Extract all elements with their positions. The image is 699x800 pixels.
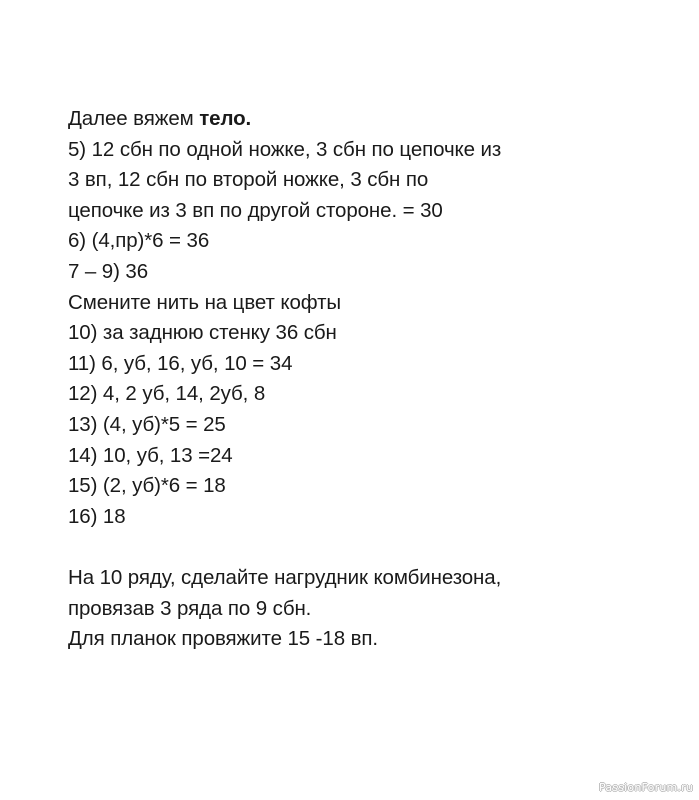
crochet-pattern-document [68, 104, 688, 655]
pattern-row: 10) за заднюю стенку 36 сбн [68, 321, 337, 345]
pattern-row: 16) 18 [68, 504, 126, 528]
pattern-row: 6) (4,пр)*6 = 36 [68, 229, 210, 253]
pattern-row: 11) 6, уб, 16, уб, 10 = 34 [68, 351, 293, 375]
note-line: Для планок провяжите 15 -18 вп. [68, 627, 378, 651]
section-heading [68, 104, 688, 135]
note-line: На 10 ряду, сделайте нагрудник комбинезона, [68, 565, 502, 589]
pattern-row: 3 вп, 12 сбн по второй ножке, 3 сбн по [68, 168, 429, 192]
pattern-row: цепочке из 3 вп по другой стороне. = 30 [68, 198, 443, 222]
pattern-row: 13) (4, уб)*5 = 25 [68, 412, 226, 436]
site-watermark: PassionForum.ru [599, 781, 693, 794]
pattern-row: 15) (2, уб)*6 = 18 [68, 474, 226, 498]
pattern-row: Смените нить на цвет кофты [68, 290, 342, 314]
pattern-row: 12) 4, 2 уб, 14, 2уб, 8 [68, 382, 266, 406]
pattern-row: 7 – 9) 36 [68, 259, 149, 283]
pattern-row: 14) 10, уб, 13 =24 [68, 443, 233, 467]
pattern-row: 5) 12 сбн по одной ножке, 3 сбн по цепочке из [68, 137, 502, 161]
paragraph-gap [68, 532, 688, 563]
note-line: провязав 3 ряда по 9 сбн. [68, 596, 312, 620]
heading-bold-word: тело. [199, 107, 252, 130]
heading-prefix: Далее вяжем [68, 107, 200, 130]
